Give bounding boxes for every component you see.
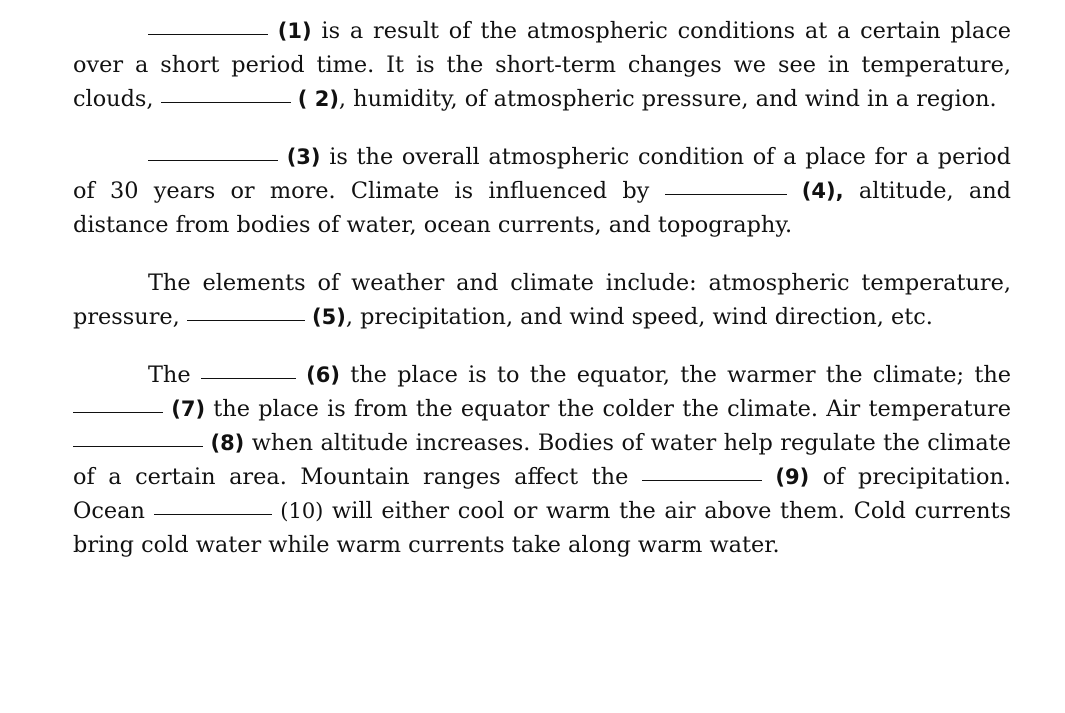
blank-10[interactable] (154, 514, 272, 515)
paragraph-text: is a result of the atmospheric conditions at a certain place over a short period time. It is the short-term changes we see in temperature, clouds, (73, 18, 1011, 112)
item-number-10: (10) (280, 499, 324, 523)
blank-3[interactable] (148, 160, 278, 161)
paragraph-text: The (148, 362, 201, 388)
blank-8[interactable] (73, 446, 203, 447)
item-number-2: ( 2) (297, 87, 339, 111)
paragraph-text: , humidity, of atmospheric pressure, and wind in a region. (338, 86, 997, 112)
blank-5[interactable] (187, 320, 305, 321)
paragraph-text: altitude, and distance from bodies of water, ocean currents, and topography. (73, 178, 1011, 238)
blank-7[interactable] (73, 412, 163, 413)
paragraph-text: is the overall atmospheric condition of a place for a period of 30 years or more. Climate is influenced by (73, 144, 1011, 204)
fill-in-the-blank-worksheet (73, 14, 1011, 562)
item-number-1: (1) (277, 19, 312, 43)
blank-2[interactable] (161, 102, 291, 103)
item-number-8: (8) (210, 431, 245, 455)
paragraph-text: the place is to the equator, the warmer the climate; the (339, 362, 1011, 388)
item-number-7: (7) (171, 397, 206, 421)
item-number-6: (6) (306, 363, 340, 387)
item-number-4: (4), (801, 179, 844, 203)
paragraph-weather (73, 14, 1011, 116)
paragraph-text: the place is from the equator the colder the climate. Air temperature (205, 396, 1011, 422)
item-number-3: (3) (286, 145, 321, 169)
blank-1[interactable] (148, 34, 268, 35)
paragraph-climate (73, 140, 1011, 242)
paragraph-text: The elements of weather and climate include: atmospheric temperature, pressure, (73, 270, 1011, 330)
blank-4[interactable] (665, 194, 787, 195)
paragraph-text: when altitude increases. Bodies of water help regulate the climate of a certain area. Mountain ranges affect the (73, 430, 1011, 490)
paragraph-elements (73, 266, 1011, 334)
paragraph-text: of precipitation. Ocean (73, 464, 1011, 524)
paragraph-factors (73, 358, 1011, 562)
paragraph-text: will either cool or warm the air above them. Cold currents bring cold water while warm currents take along warm water. (73, 498, 1011, 558)
blank-9[interactable] (642, 480, 762, 481)
item-number-9: (9) (775, 465, 810, 489)
blank-6[interactable] (201, 378, 296, 379)
paragraph-text: , precipitation, and wind speed, wind direction, etc. (345, 304, 933, 330)
item-number-5: (5) (312, 305, 346, 329)
